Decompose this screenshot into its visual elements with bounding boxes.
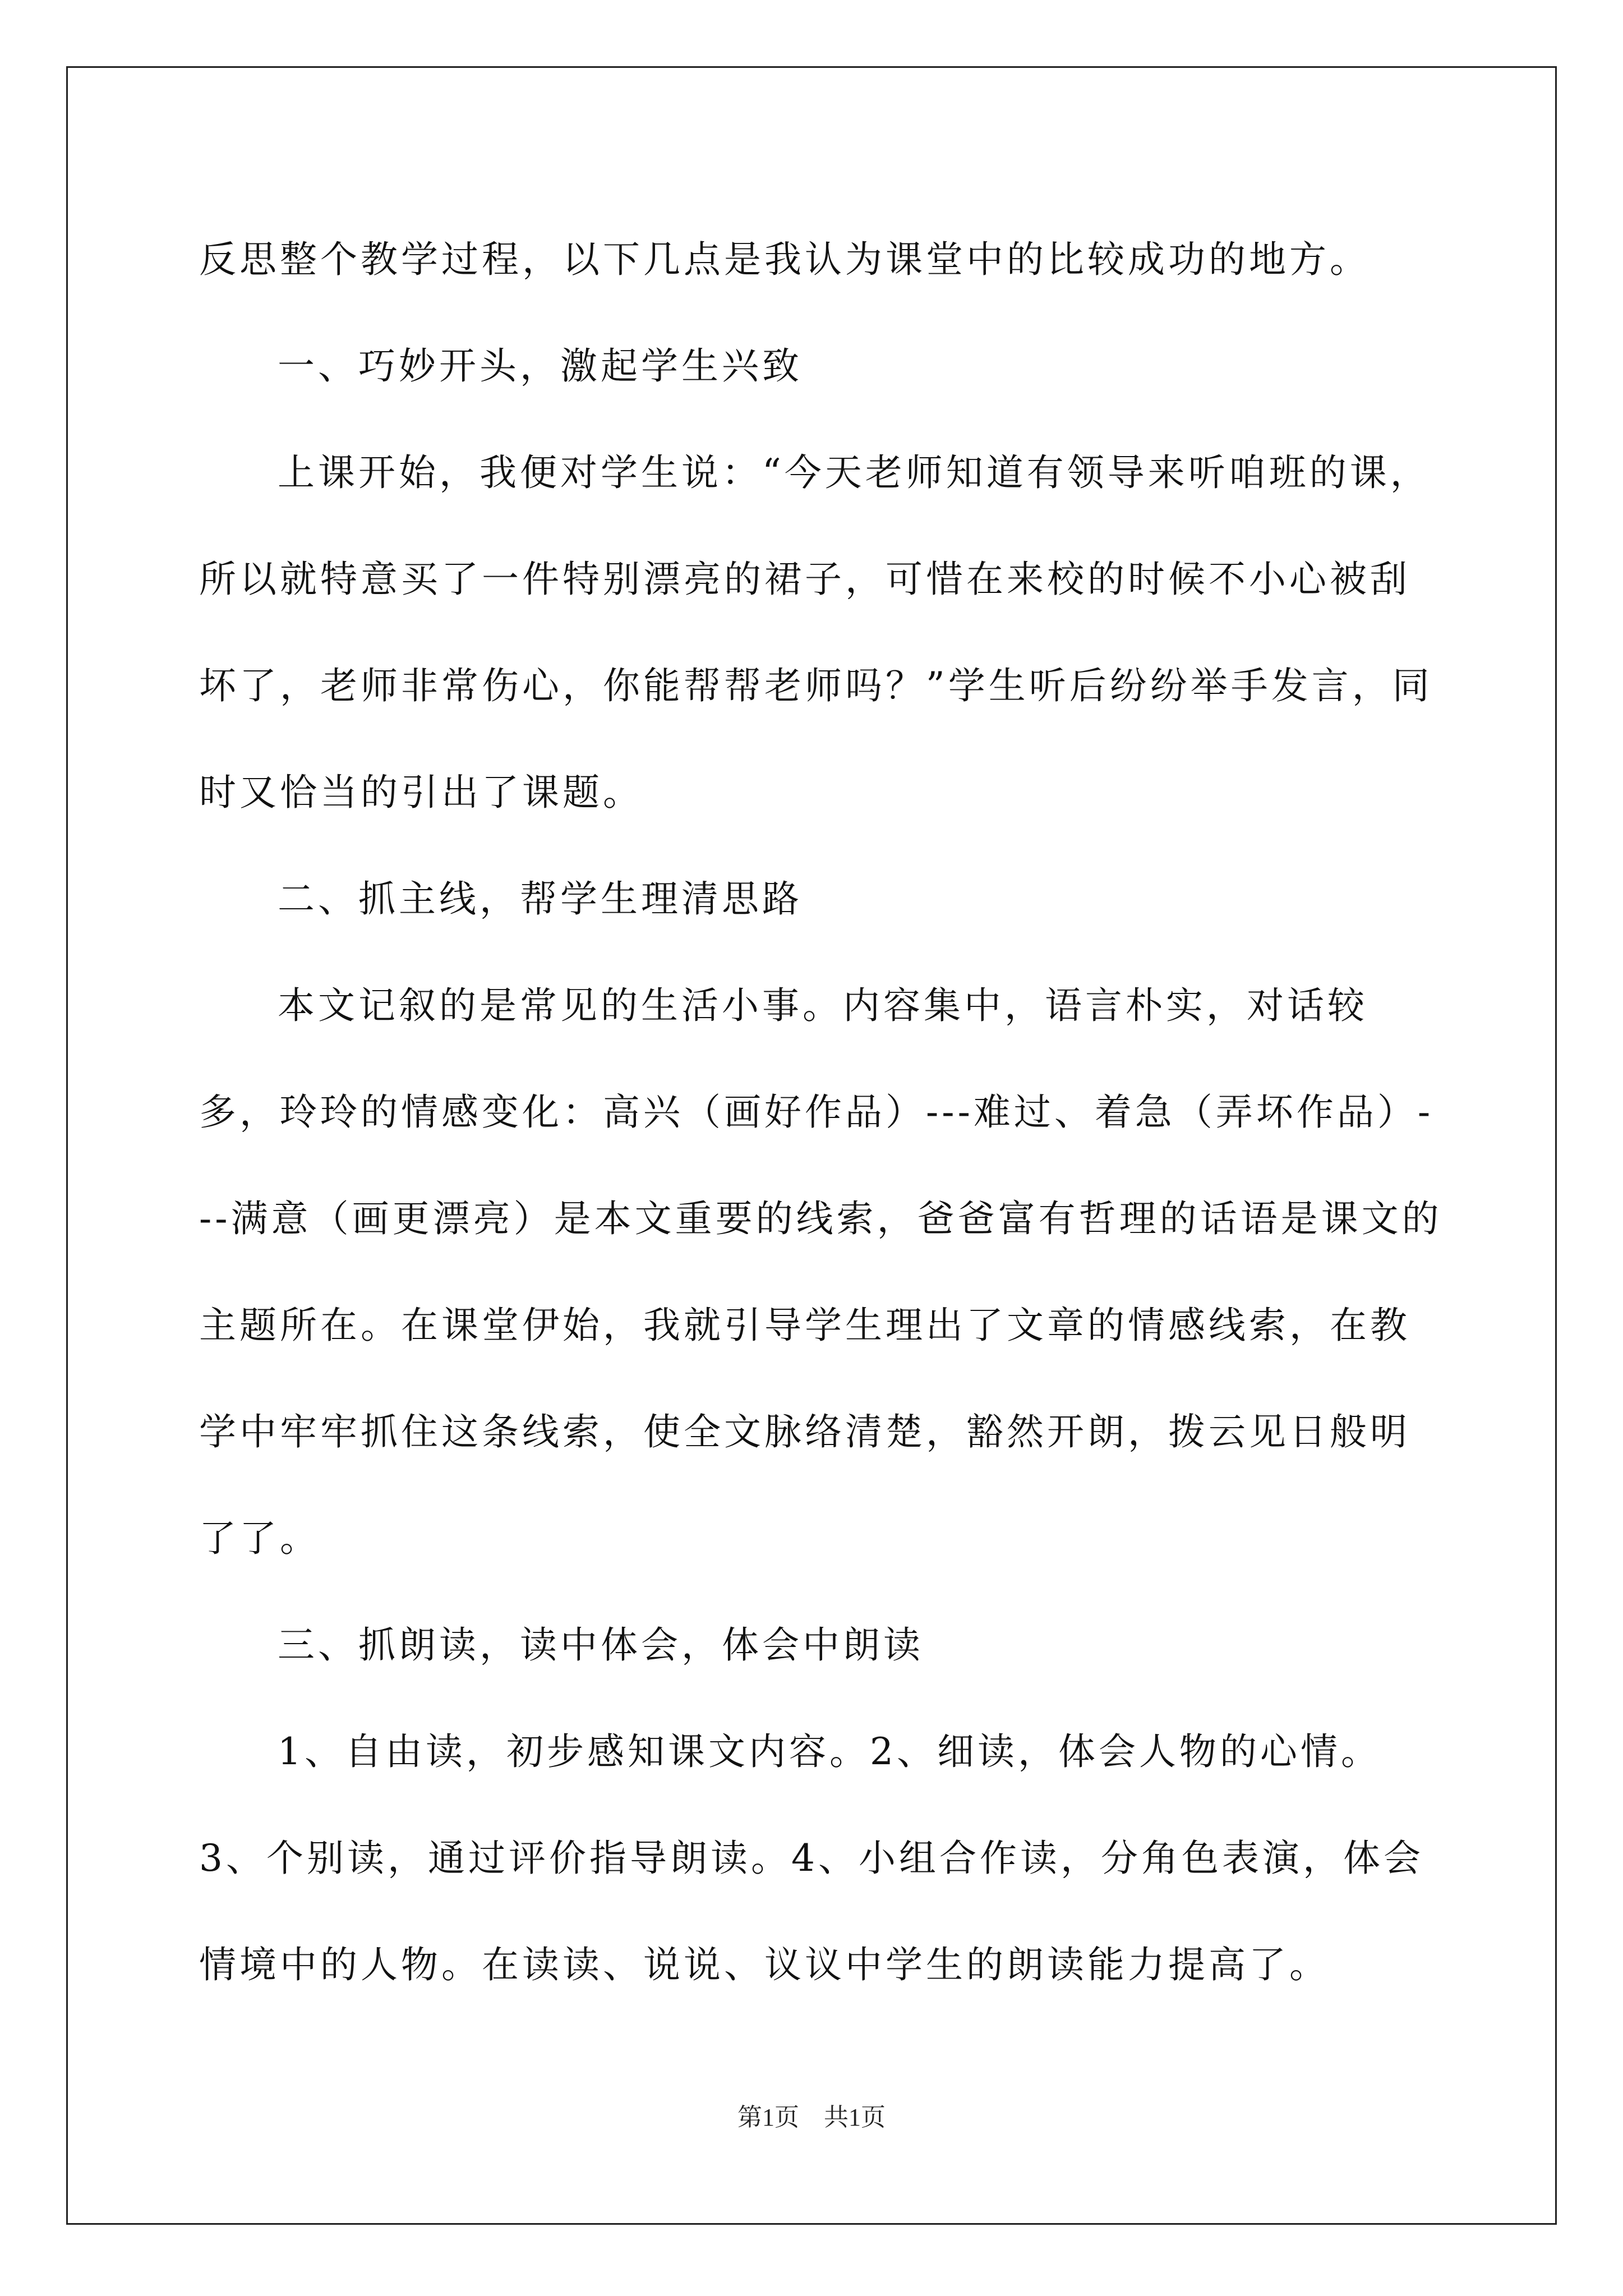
heading-section-3: 三、抓朗读，读中体会，体会中朗读 [278,1623,924,1667]
paragraph-section-1: 上课开始，我便对学生说：“今天老师知道有领导来听咱班的课，所以就特意买了一件特别漂亮的裙子，可惜在来校的时候不小心被刮坏了，老师非常伤心，你能帮帮老师吗？”学生听后纷纷举手发言，同时又恰当的引出了课题。 [199,451,1433,814]
heading-section-2: 二、抓主线，帮学生理清思路 [278,877,803,921]
paragraph-section-2: 本文记叙的是常见的生活小事。内容集中，语言朴实，对话较多，玲玲的情感变化：高兴（画好作品）---难过、着急（弄坏作品）---满意（画更漂亮）是本文重要的线索，爸爸富有哲理的话语是课文的主题所在。在课堂伊始，我就引导学生理出了文章的情感线索，在教学中牢牢抓住这条线索，使全文脉络清楚，豁然开朗，拨云见日般明了了。 [199,984,1442,1560]
page-number-footer: 第1页 共1页 [737,2104,886,2131]
paragraph-intro: 反思整个教学过程，以下几点是我认为课堂中的比较成功的地方。 [199,238,1370,281]
document-body [199,206,1444,2018]
heading-section-1: 一、巧妙开头，激起学生兴致 [278,344,803,388]
paragraph-section-3: 1、自由读，初步感知课文内容。2、细读，体会人物的心情。3、个别读，通过评价指导朗读。4、小组合作读，分角色表演，体会情境中的人物。在读读、说说、议议中学生的朗读能力提高了。 [199,1730,1424,1986]
